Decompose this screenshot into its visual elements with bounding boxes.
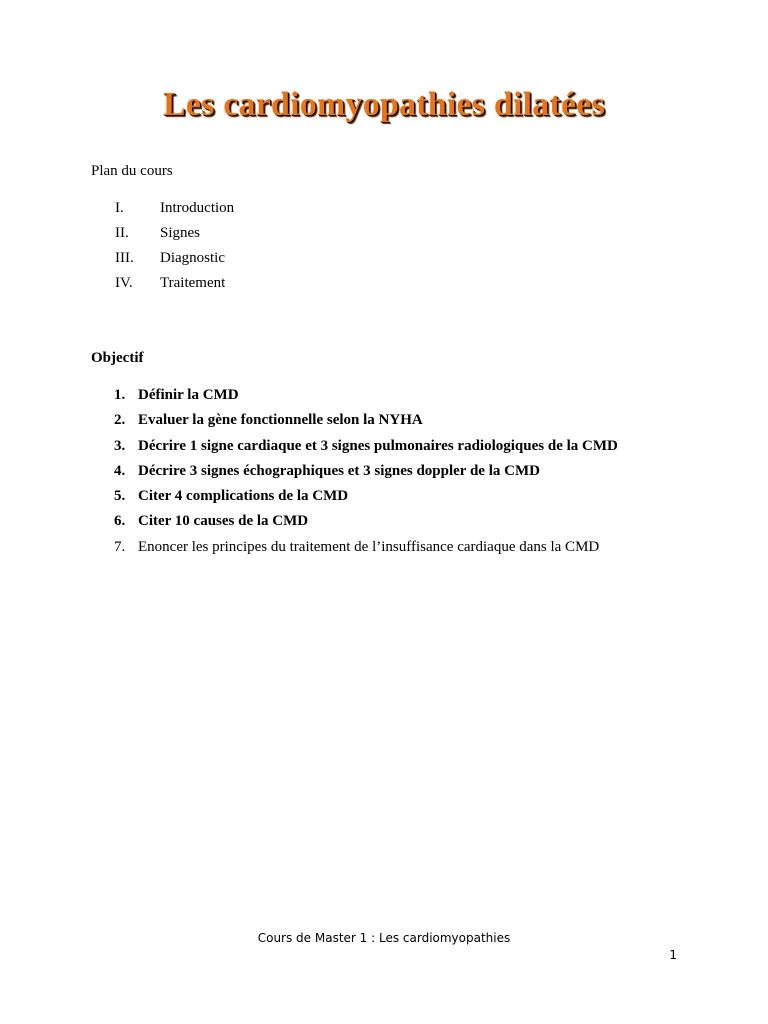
objectif-item: [114, 488, 618, 513]
plan-item-text: Diagnostic: [160, 250, 225, 266]
plan-item-text: Traitement: [160, 275, 226, 291]
objectif-item-text: Décrire 1 signe cardiaque et 3 signes pulmonaires radiologiques de la CMD: [138, 437, 618, 454]
objectif-item: [114, 513, 618, 538]
objectif-item: [114, 463, 618, 488]
plan-label: Plan du cours: [91, 163, 173, 179]
plan-item: [115, 200, 234, 225]
plan-item: [115, 275, 234, 300]
page-title: Les cardiomyopathies dilatées: [162, 86, 606, 123]
objectif-item: [114, 412, 618, 437]
plan-item-number: II.: [115, 225, 129, 241]
objectif-item: [114, 438, 618, 463]
plan-item: [115, 250, 234, 275]
page-footer: Cours de Master 1 : Les cardiomyopathies: [257, 931, 511, 945]
objectif-item-number: 6.: [114, 513, 126, 530]
objectif-item: [114, 387, 618, 412]
objectif-item-text: Citer 4 complications de la CMD: [138, 488, 349, 505]
plan-list: [115, 200, 234, 300]
objectif-item-text: Décrire 3 signes échographiques et 3 signes doppler de la CMD: [138, 462, 540, 479]
objectif-list: [114, 387, 618, 564]
objectif-item: [114, 539, 618, 564]
objectif-heading: Objectif: [91, 350, 144, 366]
objectif-item-number: 4.: [114, 462, 126, 479]
objectif-item-text: Citer 10 causes de la CMD: [138, 513, 309, 530]
objectif-item-number: 1.: [114, 387, 126, 403]
objectif-item-number: 5.: [114, 488, 126, 505]
plan-item: [115, 225, 234, 250]
objectif-item-text: Evaluer la gène fonctionnelle selon la NYHA: [138, 412, 423, 429]
objectif-item-number: 2.: [114, 412, 126, 429]
objectif-item-text: Définir la CMD: [138, 387, 239, 403]
objectif-item-number: 7.: [114, 538, 126, 555]
plan-item-number: I.: [115, 200, 124, 216]
objectif-item-text: Enoncer les principes du traitement de l’insuffisance cardiaque dans la CMD: [138, 538, 600, 555]
plan-item-number: IV.: [115, 275, 133, 291]
plan-item-text: Introduction: [160, 200, 235, 216]
page-number: 1: [669, 948, 677, 962]
plan-item-number: III.: [115, 250, 134, 266]
objectif-item-number: 3.: [114, 437, 126, 454]
plan-item-text: Signes: [160, 225, 201, 241]
